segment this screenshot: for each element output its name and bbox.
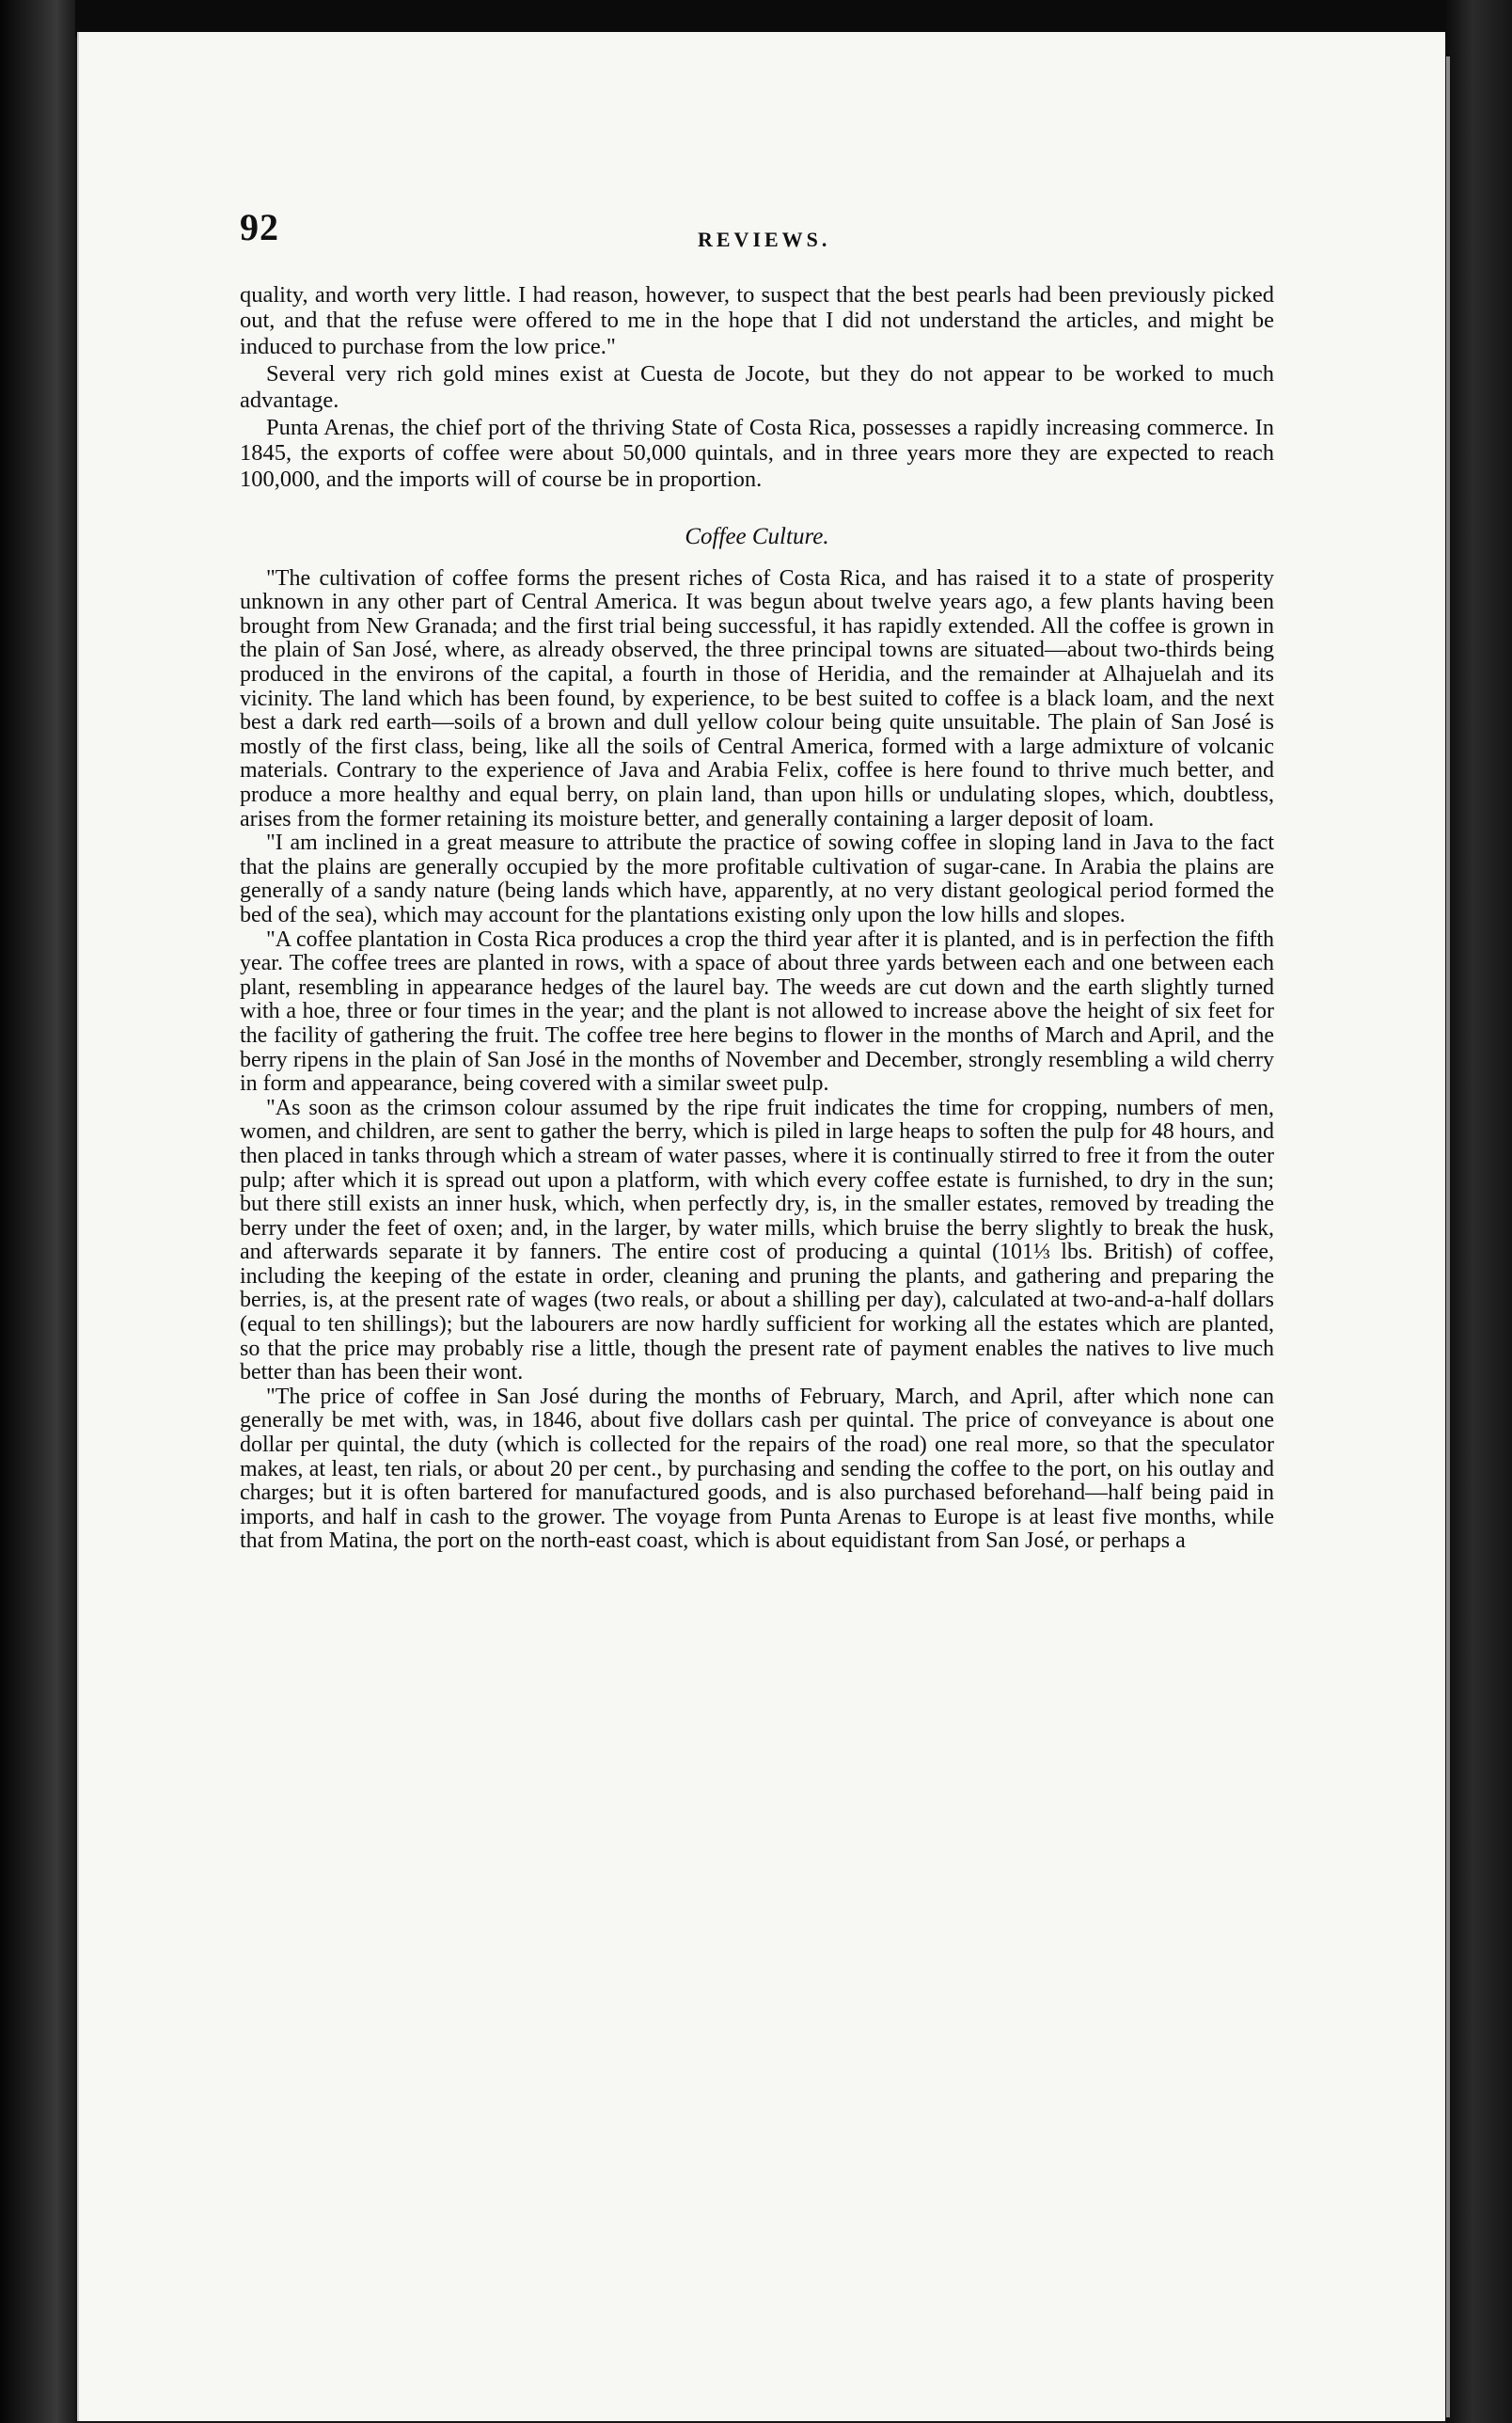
coffee-culture-section xyxy=(240,567,1274,1554)
section-heading: Coffee Culture. xyxy=(685,524,829,550)
paragraph-cultivation: "The cultivation of coffee forms the present riches of Costa Rica, and has raised it to a state of prosperity unknown in any other part of Central America. It was begun about twelve years ago, a few plants having been brought from New Granada; and the first trial being successful, it has rapidly extended. All the coffee is grown in the plain of San José, where, as already observed, the three principal towns are situated—about two-thirds being produced in the environs of the capital, a fourth in those of Heridia, and the remainder at Alhajuelah and its vicinity. The land which has been found, by experience, to be best suited to coffee is a black loam, and the next best a dark red earth—soils of a brown and dull yellow colour being quite unsuitable. The plain of San José is mostly of the first class, being, like all the soils of Central America, formed with a large admixture of volcanic materials. Contrary to the experience of Java and Arabia Felix, coffee is here found to thrive much better, and produce a more healthy and equal berry, on plain land, than upon hills or undulating slopes, which, doubtless, arises from the former retaining its moisture better, and generally containing a larger deposit of loam. xyxy=(240,565,1274,831)
page-edge xyxy=(1446,56,1450,2417)
paragraph-plantation: "A coffee plantation in Costa Rica produces a crop the third year after it is planted, and is in perfection the fifth year. The coffee trees are planted in rows, with a space of about three yards between each and one between each plant, resembling in appearance hedges of the laurel bay. The weeds are cut down and the earth slightly turned with a hoe, three or four times in the year; and the plant is not allowed to increase above the height of six feet for the facility of gathering the fruit. The coffee tree here begins to flower in the months of March and April, and the berry ripens in the plain of San José in the months of November and December, strongly resembling a wild cherry in form and appearance, being covered with a similar sweet pulp. xyxy=(240,926,1274,1097)
running-head: REVIEWS. xyxy=(698,228,831,251)
paragraph-java-arabia: "I am inclined in a great measure to attribute the practice of sowing coffee in sloping land in Java to the fact that the plains are generally occupied by the more profitable cultivation of sugar-cane. In Arabia the plains are generally of a sandy nature (being lands which have, apparently, at no very distant geological period formed the bed of the sea), which may account for the plantations existing only upon the low hills and slopes. xyxy=(240,831,1274,927)
paragraph-gold-mines: Several very rich gold mines exist at Cuesta de Jocote, but they do not appear to be worked to much advantage. xyxy=(240,361,1274,413)
paragraph-cropping: "As soon as the crimson colour assumed by the ripe fruit indicates the time for cropping, numbers of men, women, and children, are sent to gather the berry, which is piled in large heaps to soften the pulp for 48 hours, and then placed in tanks through which a stream of water passes, where it is continually stirred to free it from the outer pulp; after which it is spread out upon a platform, with which every coffee estate is furnished, to dry in the sun; but there still exists an inner husk, which, when perfectly dry, is, in the smaller estates, removed by treading the berry under the feet of oxen; and, in the larger, by water mills, which bruise the berry slightly to break the husk, and afterwards separate it by fanners. The entire cost of producing a quintal (101⅓ lbs. British) of coffee, including the keeping of the estate in order, cleaning and pruning the plants, and gathering and preparing the berries, is, at the present rate of wages (two reals, or about a shilling per day), calculated at two-and-a-half dollars (equal to ten shillings); but the labourers are now hardly sufficient for working all the estates which are planted, so that the price may probably rise a little, though the present rate of payment enables the natives to live much better than has been their wont. xyxy=(240,1095,1274,1386)
page-body xyxy=(240,282,1274,1554)
page-number: 92 xyxy=(240,206,279,248)
paragraph-price: "The price of coffee in San José during the months of February, March, and April, after which none can generally be met with, was, in 1846, about five dollars cash per quintal. The price of conveyance is about one dollar per quintal, the duty (which is collected for the repairs of the road) one real more, so that the speculator makes, at least, ten rials, or about 20 per cent., by purchasing and sending the coffee to the port, on his outlay and charges; but it is often bartered for manufactured goods, and is also purchased beforehand—half being paid in imports, and half in cash to the grower. The voyage from Punta Arenas to Europe is at least five months, while that from Matina, the port on the north-east coast, which is about equidistant from San José, or perhaps a xyxy=(240,1384,1274,1554)
book-binding-shadow xyxy=(0,0,75,2423)
scan-border-right xyxy=(1446,0,1512,2423)
paragraph-continuation: quality, and worth very little. I had reason, however, to suspect that the best pearls had been previously picked out, and that the refuse were offered to me in the hope that I did not understand the articles, and might be induced to purchase from the low price." xyxy=(240,282,1274,359)
paragraph-punta-arenas: Punta Arenas, the chief port of the thriving State of Costa Rica, possesses a rapidly increasing commerce. In 1845, the exports of coffee were about 50,000 quintals, and in three years more they are expected to reach 100,000, and the imports will of course be in proportion. xyxy=(240,415,1274,492)
